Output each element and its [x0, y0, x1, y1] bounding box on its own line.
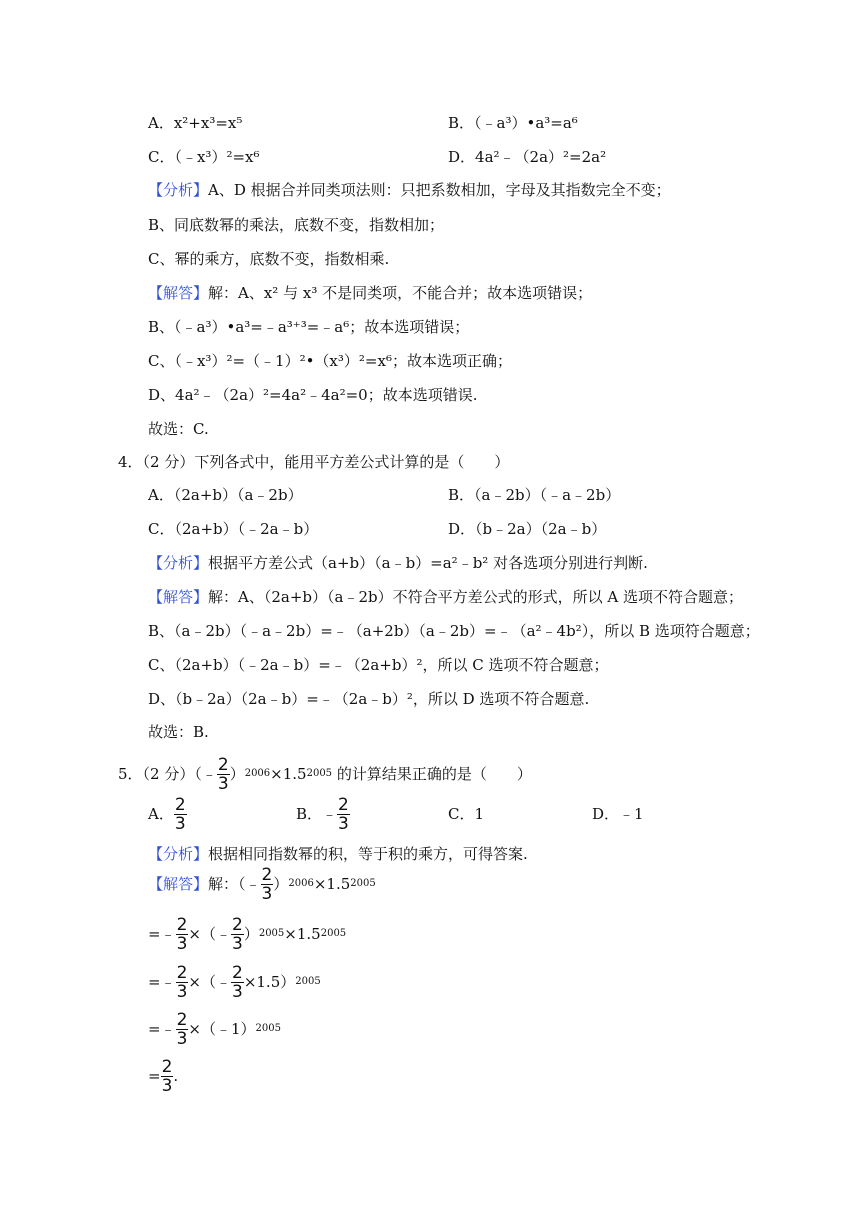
q3-analysis-line-2: B、同底数幂的乘法，底数不变，指数相加；	[148, 216, 445, 234]
q3-solution-line-2: B、（﹣a³）•a³=﹣a³⁺³=﹣a⁶；故本选项错误；	[148, 318, 470, 336]
q4-option-b: B．（a﹣2b）（﹣a﹣2b）	[448, 486, 621, 504]
solution-tag: 【解答】	[148, 284, 209, 302]
q4-stem: 4．（2 分）下列各式中，能用平方差公式计算的是（ ）	[118, 453, 510, 471]
q3-option-d: D．4a²﹣（2a）²=2a²	[448, 148, 607, 166]
fraction: $\frac{2}{3}$	[338, 794, 349, 834]
q5-analysis-line-1: 【分析】根据相同指数幂的积，等于积的乘方，可得答案.	[148, 845, 528, 863]
q4-answer: 故选：B.	[148, 723, 209, 741]
fraction: $\frac{2}{3}$	[174, 794, 186, 834]
q4-solution-line-3: C、（2a+b）（﹣2a﹣b）=﹣（2a+b）²，所以 C 选项不符合题意；	[148, 656, 609, 674]
fraction: $\frac{2}{3}$	[161, 1056, 173, 1096]
q5-stem: 5．（2 分）（﹣ $\frac{2}{3}$ ） 2006 ×1.5 2005 的计算结果正确的是（ ）	[118, 754, 532, 794]
q5-solution-step-3: =﹣ $\frac{2}{3}$ ×（﹣ $\frac{2}{3}$ ×1.5） 2005	[148, 962, 321, 1002]
q4-solution-line-2: B、（a﹣2b）（﹣a﹣2b）=﹣（a+2b）（a﹣2b）=﹣（a²﹣4b²），所以 B 选项符合题意；	[148, 622, 760, 640]
q3-analysis-line-3: C、幂的乘方，底数不变，指数相乘.	[148, 250, 390, 268]
q4-option-c: C．（2a+b）（﹣2a﹣b）	[148, 520, 319, 538]
q5-option-b: B．﹣ $\frac{2}{3}$	[296, 794, 349, 834]
q4-option-d: D．（b﹣2a）（2a﹣b）	[448, 520, 607, 538]
analysis-tag: 【分析】	[148, 181, 209, 199]
fraction: $\frac{2}{3}$	[261, 864, 273, 904]
fraction: $\frac{2}{3}$	[176, 962, 188, 1002]
fraction: $\frac{2}{3}$	[176, 1009, 188, 1049]
q5-option-a: A． $\frac{2}{3}$	[148, 794, 186, 834]
q3-solution-line-1: 【解答】解：A、x² 与 x³ 不是同类项，不能合并；故本选项错误；	[148, 284, 593, 302]
q4-analysis-line-1: 【分析】根据平方差公式（a+b）（a﹣b）=a²﹣b² 对各选项分别进行判断.	[148, 554, 648, 572]
q3-option-c: C．（﹣x³）²=x⁶	[148, 148, 260, 166]
solution-tag: 【解答】	[148, 588, 209, 606]
q3-solution-line-3: C、（﹣x³）²=（﹣1）²•（x³）²=x⁶；故本选项正确；	[148, 352, 512, 370]
q3-answer: 故选：C.	[148, 420, 209, 438]
q3-option-a: A．x²+x³=x⁵	[148, 114, 243, 132]
solution-tag: 【解答】	[148, 875, 209, 893]
q5-option-c: C．1	[448, 805, 485, 823]
fraction: $\frac{2}{3}$	[217, 754, 229, 794]
fraction: $\frac{2}{3}$	[231, 962, 243, 1002]
q3-analysis-line-1: 【分析】A、D 根据合并同类项法则：只把系数相加，字母及其指数完全不变；	[148, 181, 671, 199]
q4-solution-line-4: D、（b﹣2a）（2a﹣b）=﹣（2a﹣b）²，所以 D 选项不符合题意.	[148, 690, 590, 708]
fraction: $\frac{2}{3}$	[176, 914, 188, 954]
q3-solution-line-4: D、4a²﹣（2a）²=4a²﹣4a²=0；故本选项错误.	[148, 386, 478, 404]
q3-option-b: B．（﹣a³）•a³=a⁶	[448, 114, 578, 132]
q5-solution-final: = $\frac{2}{3}$ .	[148, 1056, 179, 1096]
fraction: $\frac{2}{3}$	[231, 914, 243, 954]
q4-solution-line-1: 【解答】解：A、（2a+b）（a﹣2b）不符合平方差公式的形式，所以 A 选项不符合题意；	[148, 588, 743, 606]
q5-solution-step-2: =﹣ $\frac{2}{3}$ ×（﹣ $\frac{2}{3}$ ） 2005 ×1.5 2005	[148, 914, 347, 954]
q4-option-a: A．（2a+b）（a﹣2b）	[148, 486, 303, 504]
q5-solution-step-4: =﹣ $\frac{2}{3}$ ×（﹣1） 2005	[148, 1009, 281, 1049]
analysis-tag: 【分析】	[148, 845, 209, 863]
q5-solution-step-1: 【解答】 解：（﹣ $\frac{2}{3}$ ） 2006 ×1.5 2005	[148, 864, 376, 904]
analysis-tag: 【分析】	[148, 554, 209, 572]
q5-option-d: D．﹣1	[592, 805, 644, 823]
